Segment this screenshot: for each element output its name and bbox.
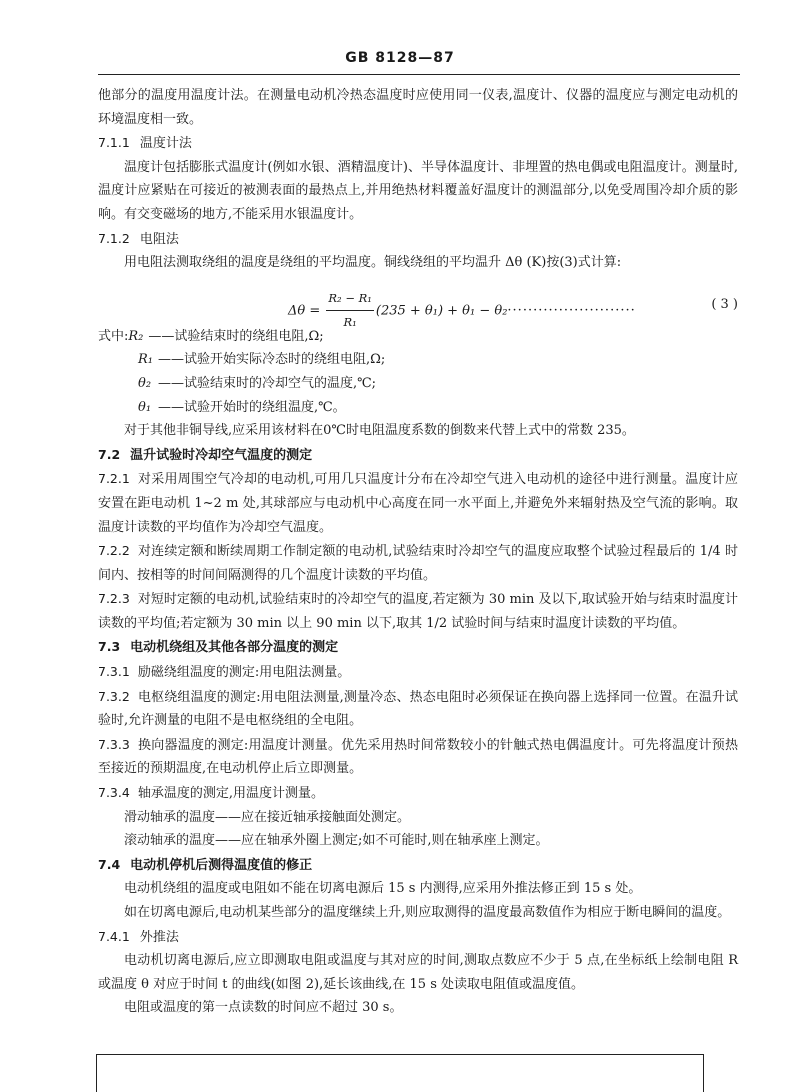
section-number: 7.2.3 — [98, 591, 130, 607]
section-title: 温升试验时冷却空气温度的测定 — [130, 447, 313, 463]
section-7-4-heading — [98, 853, 738, 878]
page-header-code: GB 8128—87 — [345, 50, 455, 66]
formula-symbol-list — [98, 325, 738, 419]
figure-frame-top — [96, 1054, 704, 1092]
section-7-1-2-heading — [98, 227, 738, 252]
section-number: 7.4.1 — [98, 928, 130, 944]
section-body: 换向器温度的测定:用温度计测量。优先采用热时间常数较小的针触式热电偶温度计。可先将温度计预热至接近的预期温度,在电动机停止后立即测量。 — [98, 737, 738, 777]
formula-label: ( 3 ) — [711, 296, 738, 312]
section-7-2-3 — [98, 587, 738, 635]
symbol: R₂ — [128, 328, 144, 344]
non-copper-note: 对于其他非铜导线,应采用该材料在0℃时电阻温度系数的倒数来代替上式中的常数 235。 — [124, 423, 635, 439]
section-number: 7.4 — [98, 856, 121, 872]
formula-lhs: Δθ = — [288, 303, 321, 319]
section-number: 7.2.2 — [98, 543, 130, 559]
document-body — [98, 84, 738, 1020]
section-7-4-1-paragraph-1: 电动机切离电源后,应立即测取电阻或温度与其对应的时间,测取点数应不少于 5 点,在坐标纸上绘制电阻 R 或温度 θ 对应于时间 t 的曲线(如图 2),延长该曲线,在 15 s 处读取电阻值或温度值。 — [98, 953, 738, 992]
formula-3 — [98, 281, 738, 330]
section-7-3-1 — [98, 660, 738, 685]
section-number: 7.3 — [98, 639, 121, 655]
symbol-item — [98, 372, 738, 396]
symbol: θ₂ — [138, 375, 152, 391]
symbol-item — [98, 348, 738, 372]
symbol-definition: ——试验结束时的绕组电阻,Ω; — [148, 328, 324, 344]
section-body: 励磁绕组温度的测定:用电阻法测量。 — [137, 665, 351, 681]
section-number: 7.1.1 — [98, 135, 130, 151]
section-number: 7.3.4 — [98, 785, 130, 801]
formula-leader-dots: ························· — [507, 303, 636, 319]
section-7-3-2 — [98, 685, 738, 733]
section-7-4-1-heading — [98, 925, 738, 950]
where-lead: 式中: — [98, 328, 129, 344]
section-7-1-1-heading — [98, 131, 738, 156]
intro-paragraph: 他部分的温度用温度计法。在测量电动机冷热态温度时应使用同一仪表,温度计、仪器的温度应与测定电动机的环境温度相一致。 — [98, 88, 738, 127]
section-7-2-1 — [98, 467, 738, 539]
section-7-3-heading — [98, 635, 738, 660]
section-7-3-3 — [98, 733, 738, 781]
section-7-4-1-paragraph-2: 电阻或温度的第一点读数的时间应不超过 30 s。 — [124, 1000, 403, 1016]
section-title: 电动机停机后测得温度值的修正 — [130, 857, 313, 873]
section-number: 7.2 — [98, 446, 121, 462]
section-body: 电枢绕组温度的测定:用电阻法测量,测量冷态、热态电阻时必须保证在换向器上选择同一位置。在温升试验时,允许测量的电阻不是电枢绕组的全电阻。 — [98, 689, 738, 729]
section-number: 7.3.3 — [98, 736, 130, 752]
symbol-definition: ——试验结束时的冷却空气的温度,℃; — [158, 375, 377, 391]
fraction-denominator: R₁ — [343, 315, 357, 330]
section-title: 温度计法 — [139, 136, 192, 152]
section-7-2-heading — [98, 443, 738, 468]
symbol: θ₁ — [138, 399, 152, 415]
section-body: 对连续定额和断续周期工作制定额的电动机,试验结束时冷却空气的温度应取整个试验过程最后的 1/4 时间内、按相等的时间间隔测得的几个温度计读数的平均值。 — [98, 544, 738, 583]
section-number: 7.3.2 — [98, 688, 130, 704]
section-7-4-paragraph-1: 电动机绕组的温度或电阻如不能在切离电源后 15 s 内测得,应采用外推法修正到 15 s 处。 — [124, 881, 642, 897]
section-number: 7.1.2 — [98, 230, 130, 246]
rolling-bearing-note: 滚动轴承的温度——应在轴承外圈上测定;如不可能时,则在轴承座上测定。 — [124, 833, 549, 849]
section-7-1-2-body: 用电阻法测取绕组的温度是绕组的平均温度。铜线绕组的平均温升 Δθ (K)按(3)式计算: — [124, 255, 622, 271]
symbol: R₁ — [138, 352, 153, 368]
section-body: 对采用周围空气冷却的电动机,可用几只温度计分布在冷却空气进入电动机的途径中进行测量。温度计应安置在距电动机 1~2 m 处,其球部应与电动机中心高度在同一水平面上,并避免外来辐射热及空气流的影响。取温度计读数的平均值作为冷却空气温度。 — [98, 472, 738, 535]
section-title: 外推法 — [139, 929, 179, 945]
section-title: 电阻法 — [139, 231, 179, 247]
symbol-definition: ——试验开始时的绕组温度,℃。 — [158, 399, 346, 415]
section-7-3-4 — [98, 781, 738, 806]
sliding-bearing-note: 滑动轴承的温度——应在接近轴承接触面处测定。 — [124, 809, 411, 825]
fraction-numerator: R₂ − R₁ — [326, 287, 373, 312]
section-7-1-1-body: 温度计包括膨胀式温度计(例如水银、酒精温度计)、半导体温度计、非埋置的热电偶或电阻温度计。测量时,温度计应紧贴在可接近的被测表面的最热点上,并用绝热材料覆盖好温度计的测温部分,以免受周围冷却介质的影响。有交变磁场的地方,不能采用水银温度计。 — [98, 159, 738, 222]
symbol-item — [98, 396, 738, 420]
section-7-4-paragraph-2: 如在切离电源后,电动机某些部分的温度继续上升,则应取测得的温度最高数值作为相应于断电瞬间的温度。 — [124, 905, 731, 920]
section-number: 7.2.1 — [98, 471, 130, 487]
section-body: 对短时定额的电动机,试验结束时的冷却空气的温度,若定额为 30 min 及以下,取试验开始与结束时温度计读数的平均值;若定额为 30 min 以上 90 min 以下,取其 1/2 试验时间与结束时温度计读数的平均值。 — [98, 592, 738, 631]
formula-expression — [288, 287, 636, 335]
section-title: 电动机绕组及其他各部分温度的测定 — [130, 640, 339, 656]
section-body: 轴承温度的测定,用温度计测量。 — [137, 786, 324, 802]
symbol-definition: ——试验开始实际冷态时的绕组电阻,Ω; — [158, 352, 386, 368]
section-number: 7.3.1 — [98, 664, 130, 680]
section-7-2-2 — [98, 539, 738, 587]
header-rule — [98, 74, 740, 75]
formula-rhs: (235 + θ₁) + θ₁ − θ₂ — [375, 303, 508, 319]
formula-fraction — [326, 287, 373, 335]
